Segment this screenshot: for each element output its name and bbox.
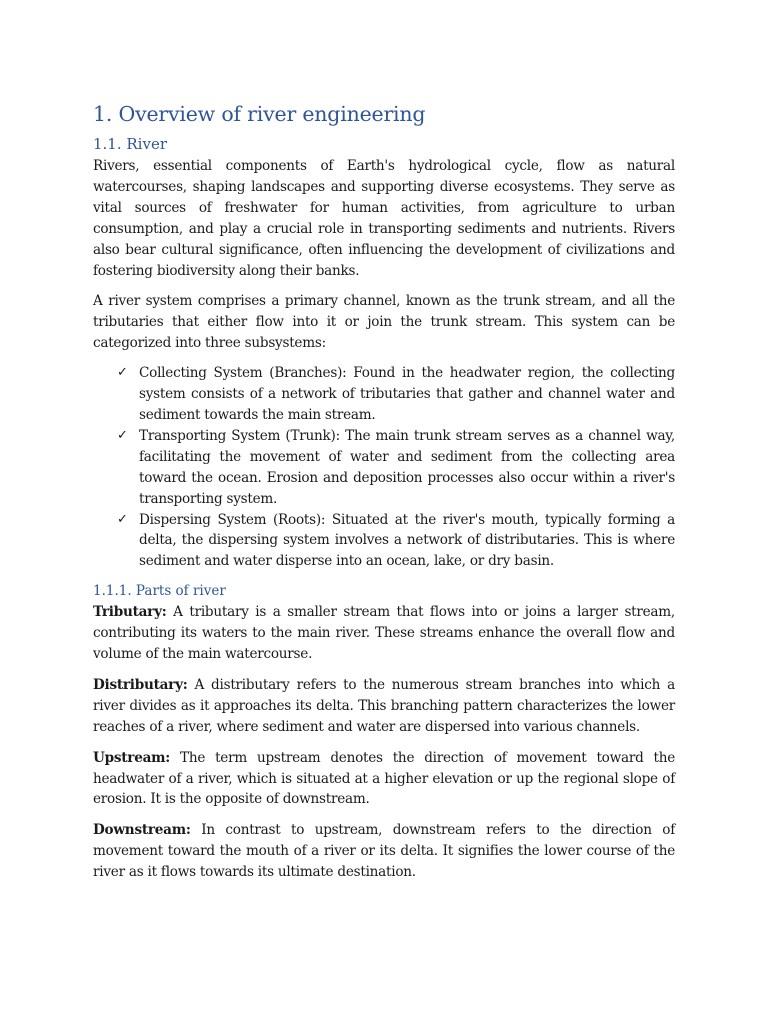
term-definition: A distributary refers to the numerous stream branches into which a river divides as it approaches its delta. This branching pattern characterizes the lower reaches of a river, where sediment and water are dispersed into various channels. [93,676,675,735]
checkmark-icon: ✓ [117,365,128,381]
river-paragraph-2: A river system comprises a primary channel, known as the trunk stream, and all the tributaries that either flow into it or join the trunk stream. This system can be categorized into three subsystems: [93,293,675,352]
term-label: Tributary: [93,604,167,621]
river-paragraph-1: Rivers, essential components of Earth's hydrological cycle, flow as natural watercourses, shaping landscapes and supporting diverse ecosystems. They serve as vital sources of freshwater for human activities, from agriculture to urban consumption, and play a crucial role in transporting sediments and nutrients. Rivers also bear cultural significance, often influencing the development of civilizations and fostering biodiversity along their banks. [93,158,675,279]
subsystem-transporting: Transporting System (Trunk): The main trunk stream serves as a channel way, facilitating the movement of water and sediment from the collecting area toward the ocean. Erosion and deposition processes also occur within a river's transporting system. [139,427,675,507]
term-definition: In contrast to upstream, downstream refers to the direction of movement toward the mouth of a river or its delta. It signifies the lower course of the river as it flows towards its ultimate destination. [93,822,675,881]
subsection-heading-parts: 1.1.1. Parts of river [93,583,226,600]
subsystem-dispersing: Dispersing System (Roots): Situated at the river's mouth, typically forming a delta, the dispersing system involves a network of distributaries. This is where sediment and water disperse into an ocean, lake, or dry basin. [139,511,675,570]
chapter-heading: 1. Overview of river engineering [93,102,426,126]
list-item [117,363,675,426]
section-heading-river: 1.1. River [93,135,168,153]
term-distributary [93,675,675,738]
document-body [93,100,675,893]
term-downstream [93,820,675,883]
list-item [117,426,675,510]
term-label: Upstream: [93,749,171,766]
checkmark-icon: ✓ [117,427,128,443]
term-label: Distributary: [93,676,188,693]
list-item [117,510,675,573]
subsystem-list [93,363,675,572]
checkmark-icon: ✓ [117,511,128,527]
term-label: Downstream: [93,822,191,839]
term-tributary [93,602,675,665]
term-upstream [93,748,675,811]
subsystem-collecting: Collecting System (Branches): Found in the headwater region, the collecting system consists of a network of tributaries that gather and channel water and sediment towards the main stream. [139,365,675,423]
term-definition: A tributary is a smaller stream that flows into or joins a larger stream, contributing its waters to the main river. These streams enhance the overall flow and volume of the main watercourse. [93,604,675,663]
term-definition: The term upstream denotes the direction of movement toward the headwater of a river, which is situated at a higher elevation or up the regional slope of erosion. It is the opposite of downstream. [93,749,675,808]
